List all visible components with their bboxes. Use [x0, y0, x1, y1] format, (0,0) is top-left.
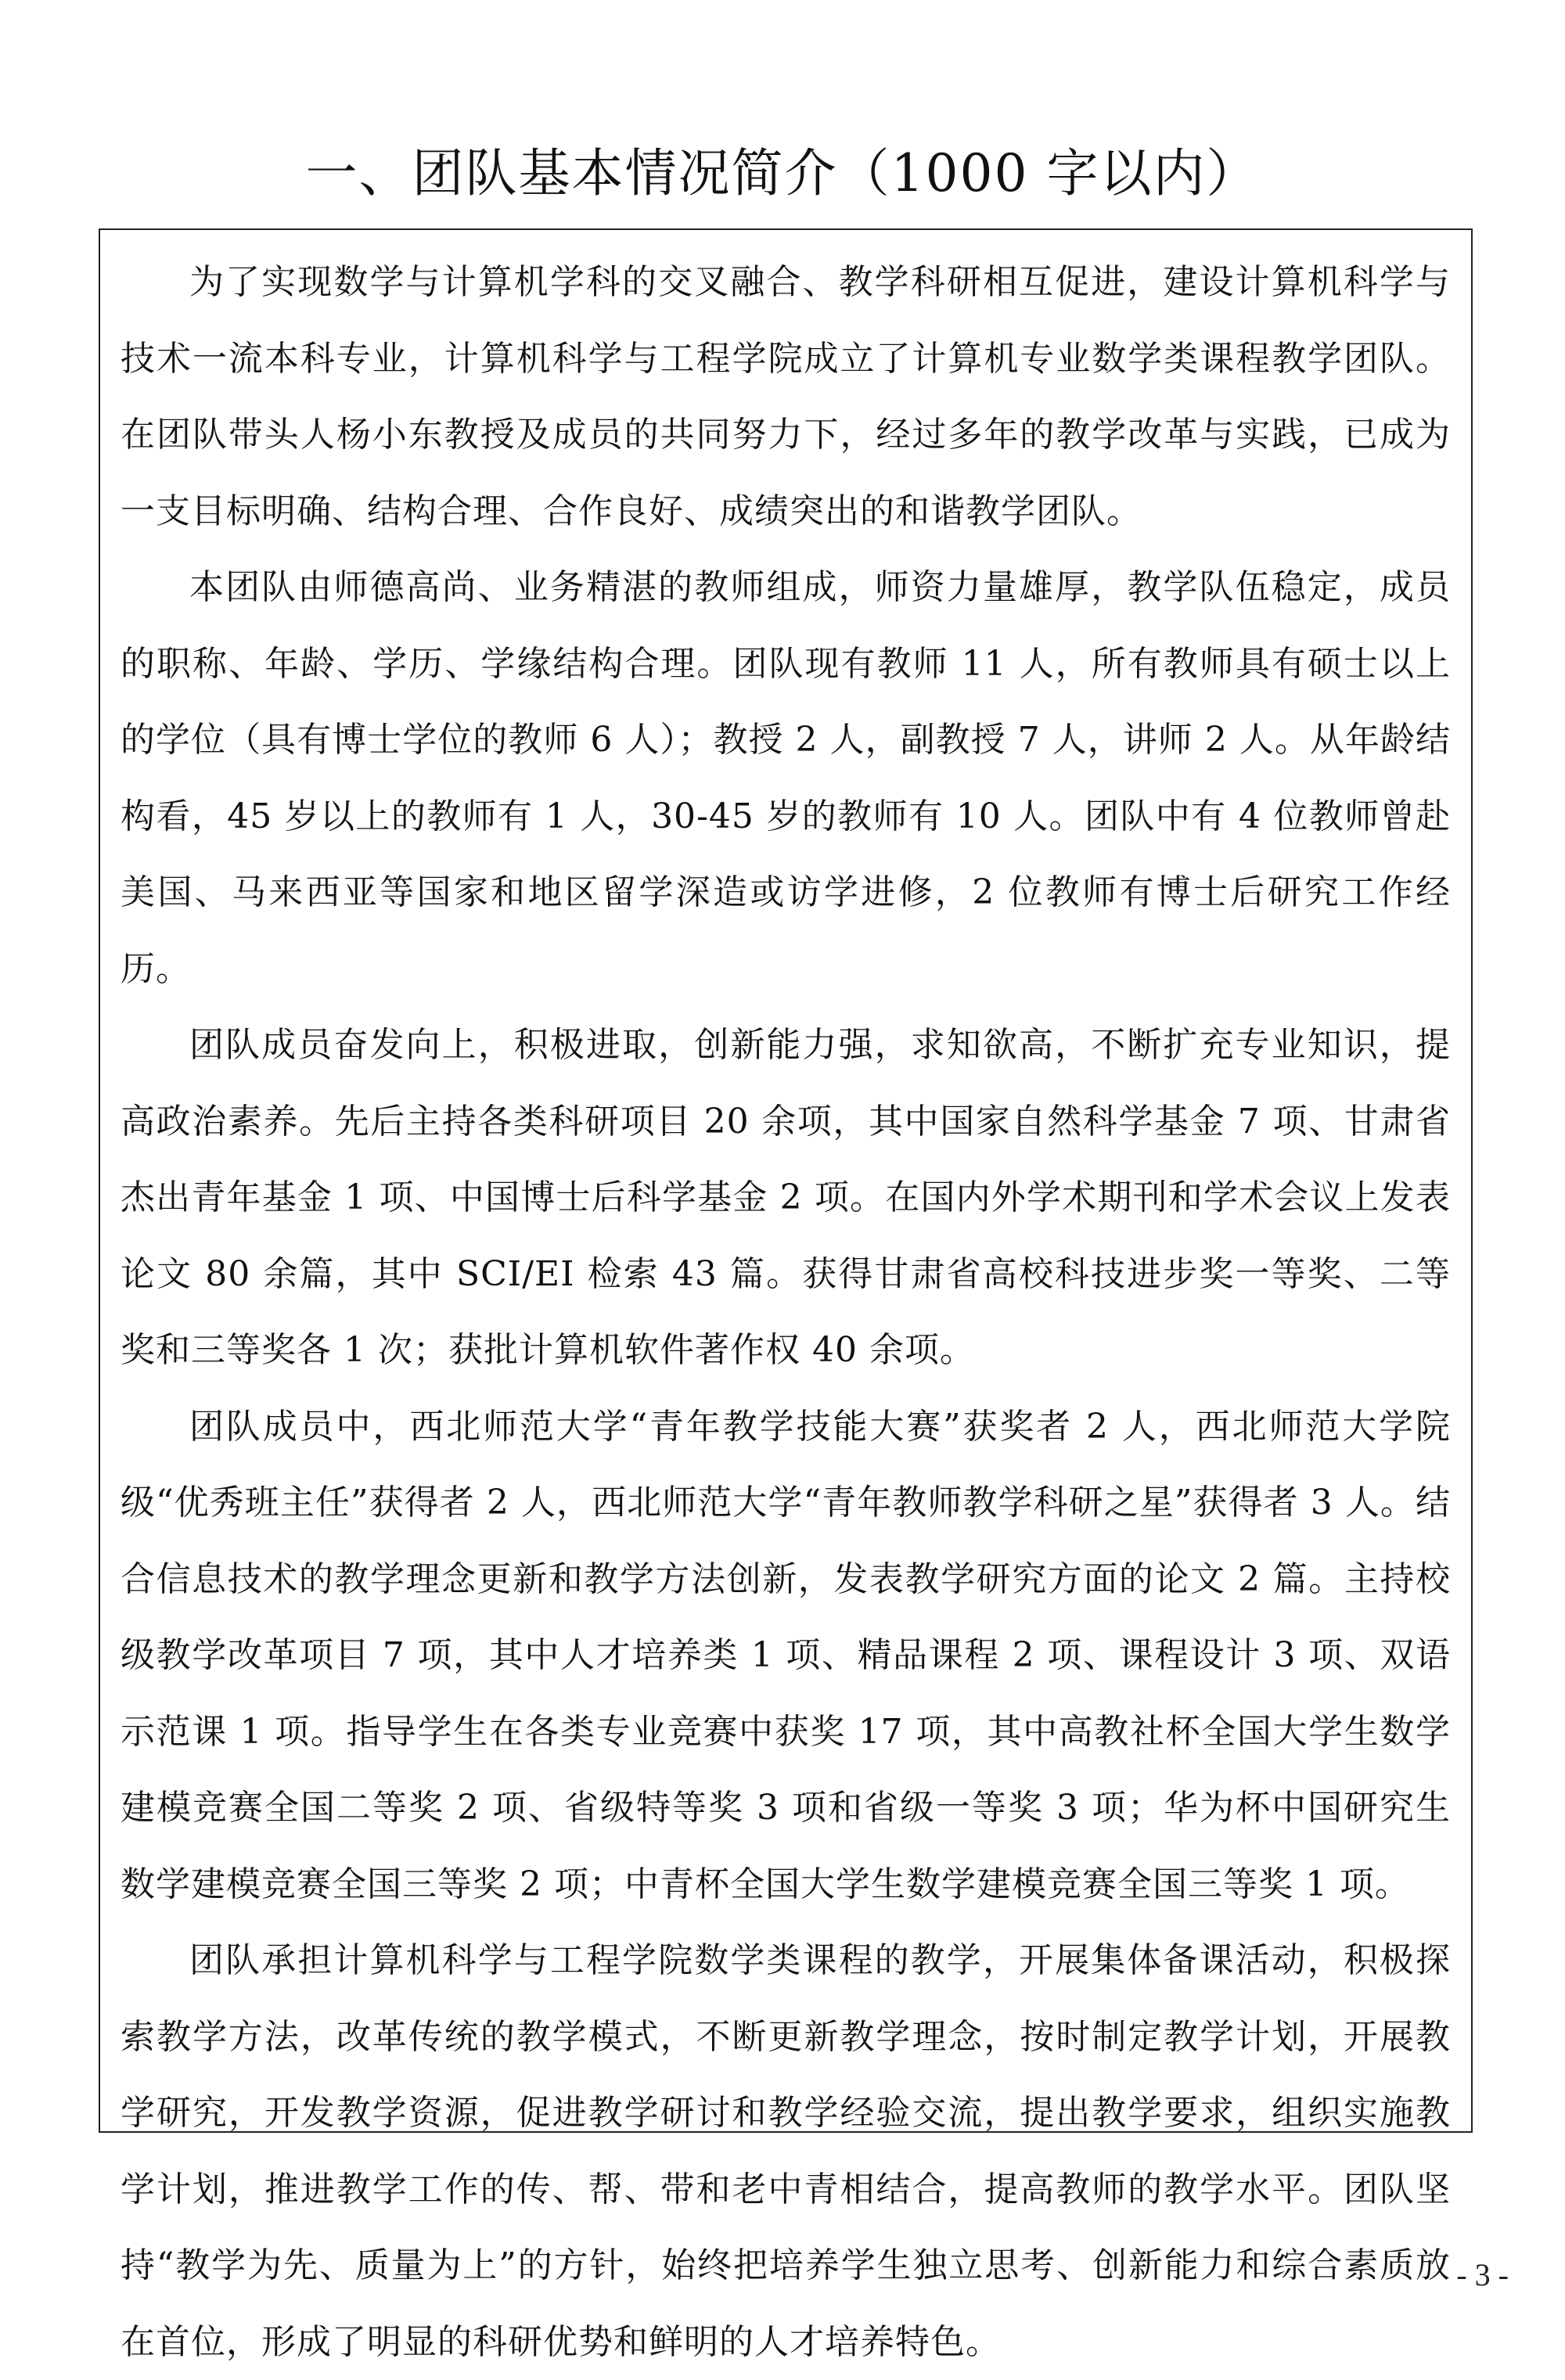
- page-number: - 3 -: [1456, 2257, 1509, 2292]
- paragraph-team-composition: 本团队由师德高尚、业务精湛的教师组成，师资力量雄厚，教学队伍稳定，成员的职称、年龄、学历、学缘结构合理。团队现有教师 11 人，所有教师具有硕士以上的学位（具有博士学位的教师 6 人）；教授 2 人，副教授 7 人，讲师 2 人。从年龄结构看，45 岁以上的教师有 1 人，30-45 岁的教师有 10 人。团队中有 4 位教师曾赴美国、马来西亚等国家和地区留学深造或访学进修，2 位教师有博士后研究工作经历。: [121, 567, 1451, 989]
- content-box: [99, 228, 1473, 2362]
- section-title: 一、团队基本情况简介（1000 字以内）: [305, 143, 1260, 203]
- paragraph-teaching-practice: 团队承担计算机科学与工程学院数学类课程的教学，开展集体备课活动，积极探索教学方法，改革传统的教学模式，不断更新教学理念，按时制定教学计划，开展教学研究，开发教学资源，促进教学研讨和教学经验交流，提出教学要求，组织实施教学计划，推进教学工作的传、帮、带和老中青相结合，提高教师的教学水平。团队坚持“教学为先、质量为上”的方针，始终把培养学生独立思考、创新能力和综合素质放在首位，形成了明显的科研优势和鲜明的人才培养特色。: [121, 1940, 1451, 2362]
- paragraph-teaching-awards: 团队成员中，西北师范大学“青年教学技能大赛”获奖者 2 人，西北师范大学院级“优秀班主任”获得者 2 人，西北师范大学“青年教师教学科研之星”获得者 3 人。结合信息技术的教学理念更新和教学方法创新，发表教学研究方面的论文 2 篇。主持校级教学改革项目 7 项，其中人才培养类 1 项、精品课程 2 项、课程设计 3 项、双语示范课 1 项。指导学生在各类专业竞赛中获奖 17 项，其中高教社杯全国大学生数学建模竞赛全国二等奖 2 项、省级特等奖 3 项和省级一等奖 3 项；华为杯中国研究生数学建模竞赛全国三等奖 2 项；中青杯全国大学生数学建模竞赛全国三等奖 1 项。: [121, 1406, 1451, 1904]
- paragraph-research-achievements: 团队成员奋发向上，积极进取，创新能力强，求知欲高，不断扩充专业知识，提高政治素养。先后主持各类科研项目 20 余项，其中国家自然科学基金 7 项、甘肃省杰出青年基金 1 项、中国博士后科学基金 2 项。在国内外学术期刊和学术会议上发表论文 80 余篇，其中 SCI/EI 检索 43 篇。获得甘肃省高校科技进步奖一等奖、二等奖和三等奖各 1 次；获批计算机软件著作权 40 余项。: [121, 1025, 1451, 1370]
- paragraph-team-overview: 为了实现数学与计算机学科的交叉融合、教学科研相互促进，建设计算机科学与技术一流本科专业，计算机科学与工程学院成立了计算机专业数学类课程教学团队。在团队带头人杨小东教授及成员的共同努力下，经过多年的教学改革与实践，已成为一支目标明确、结构合理、合作良好、成绩突出的和谐教学团队。: [121, 262, 1451, 531]
